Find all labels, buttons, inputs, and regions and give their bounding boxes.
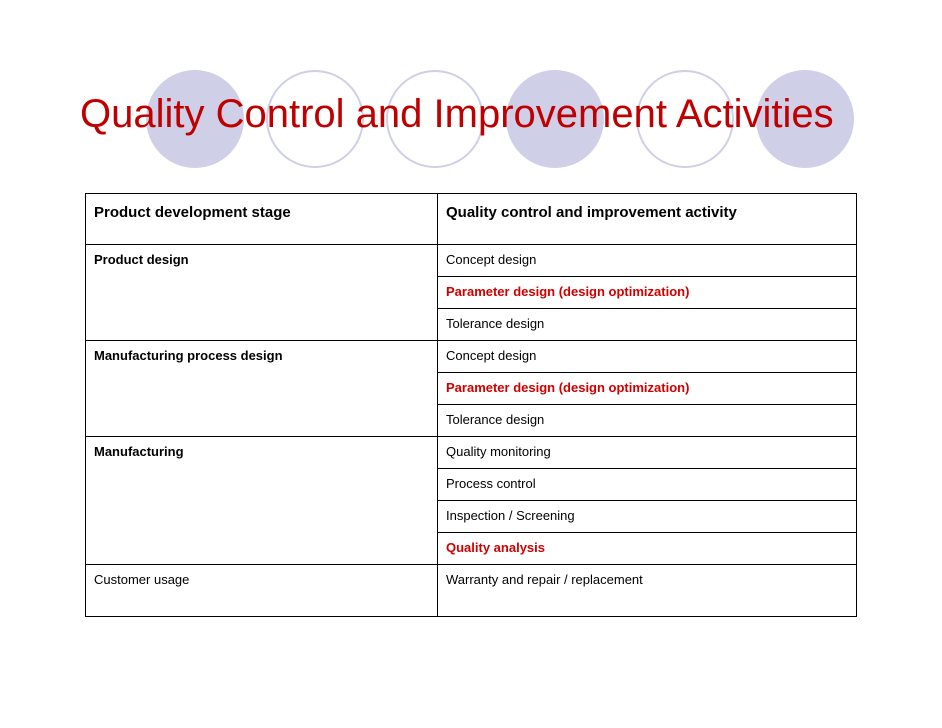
table-row xyxy=(86,437,857,469)
table-header-row xyxy=(86,194,857,245)
activity-cell: Concept design xyxy=(438,245,857,277)
header-activity: Quality control and improvement activity xyxy=(438,194,857,245)
activity-cell: Process control xyxy=(438,469,857,501)
slide-title: Quality Control and Improvement Activities xyxy=(80,92,834,136)
activity-cell: Inspection / Screening xyxy=(438,501,857,533)
stage-customer-usage: Customer usage xyxy=(86,565,438,617)
table-row xyxy=(86,565,857,617)
activity-cell-highlighted: Parameter design (design optimization) xyxy=(438,373,857,405)
activity-cell: Warranty and repair / replacement xyxy=(438,565,857,617)
activity-cell-highlighted: Parameter design (design optimization) xyxy=(438,277,857,309)
table-row xyxy=(86,341,857,373)
table-row xyxy=(86,245,857,277)
quality-activities-table xyxy=(85,193,857,617)
activity-cell: Tolerance design xyxy=(438,309,857,341)
activity-cell: Concept design xyxy=(438,341,857,373)
activity-cell: Quality monitoring xyxy=(438,437,857,469)
stage-manufacturing-process-design: Manufacturing process design xyxy=(86,341,438,437)
stage-product-design: Product design xyxy=(86,245,438,341)
activity-cell-highlighted: Quality analysis xyxy=(438,533,857,565)
stage-manufacturing: Manufacturing xyxy=(86,437,438,565)
header-stage: Product development stage xyxy=(86,194,438,245)
activity-cell: Tolerance design xyxy=(438,405,857,437)
